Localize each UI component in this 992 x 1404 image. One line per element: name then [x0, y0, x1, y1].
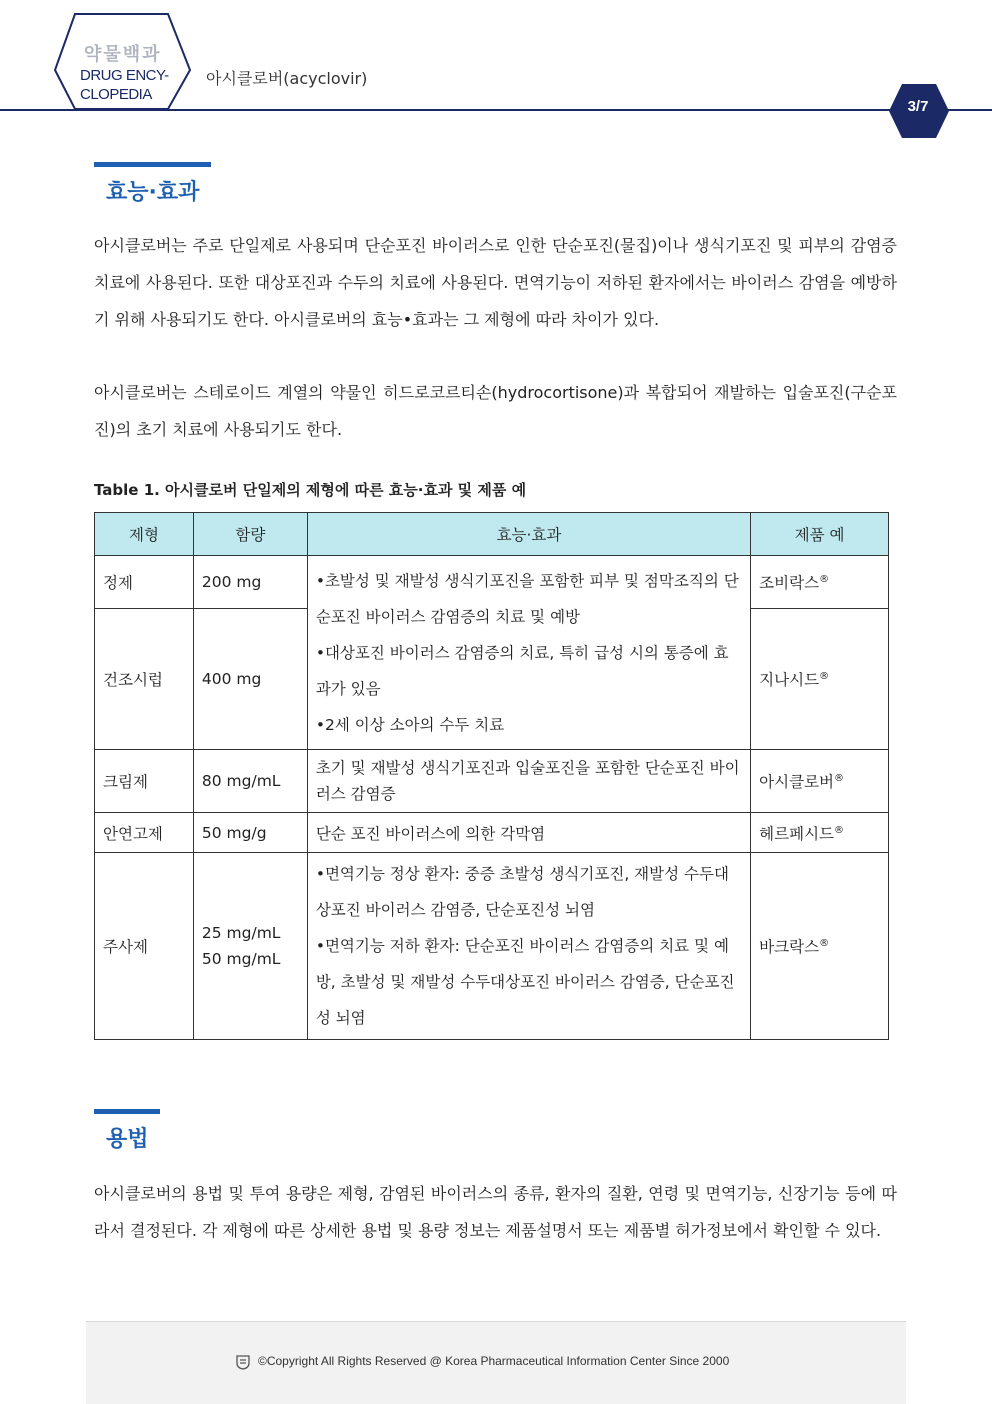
dose-line: 50 mg/mL — [201, 950, 281, 968]
cell-form: 안연고제 — [95, 813, 194, 853]
document-title: 아시클로버(acyclovir) — [206, 69, 368, 88]
effect-line: •면역기능 정상 환자: 중증 초발성 생식기포진, 재발성 수두대상포진 바이러스 감염증, 단순포진성 뇌염 — [315, 865, 729, 919]
institution-emblem-icon — [236, 1354, 250, 1370]
cell-product — [751, 609, 889, 750]
section1-accent-bar — [94, 162, 211, 167]
cell-product — [751, 813, 889, 853]
registered-mark: ® — [819, 937, 830, 949]
cell-shared-effect — [307, 556, 750, 750]
header-product: 제품 예 — [751, 513, 889, 556]
table-header-row — [95, 513, 889, 556]
cell-dose: 80 mg/mL — [193, 750, 307, 813]
cell-effect: 초기 및 재발성 생식기포진과 입술포진을 포함한 단순포진 바이러스 감염증 — [307, 750, 750, 813]
cell-dose: 50 mg/g — [193, 813, 307, 853]
registered-mark: ® — [819, 573, 830, 585]
product-name: 조비락스 — [759, 574, 820, 592]
section1-paragraph2: 아시클로버는 스테로이드 계열의 약물인 히드로코르티손(hydrocortisone)과 복합되어 재발하는 입술포진(구순포진)의 초기 치료에 사용되기도 한다. — [94, 383, 897, 439]
cell-dose — [193, 853, 307, 1040]
header-effect: 효능·효과 — [307, 513, 750, 556]
registered-mark: ® — [834, 772, 845, 784]
cell-form: 정제 — [95, 556, 194, 609]
dose-line: 25 mg/mL — [201, 924, 281, 942]
product-name: 아시클로버 — [759, 773, 835, 791]
registered-mark: ® — [819, 670, 830, 682]
header-dose: 함량 — [193, 513, 307, 556]
product-name: 지나시드 — [759, 671, 820, 689]
header-form: 제형 — [95, 513, 194, 556]
table-caption: Table 1. 아시클로버 단일제의 제형에 따른 효능·효과 및 제품 예 — [94, 481, 527, 499]
table-row — [95, 813, 889, 853]
effect-line: •대상포진 바이러스 감염증의 치료, 특히 급성 시의 통증에 효과가 있음 — [315, 643, 729, 698]
footer — [86, 1321, 906, 1404]
cell-injection-effect — [307, 853, 750, 1040]
copyright-text: ©Copyright All Rights Reserved @ Korea Pharmaceutical Information Center Since 2000 — [258, 1354, 730, 1369]
section2-title: 용법 — [106, 1127, 149, 1152]
logo-english-line1: DRUG ENCY- — [80, 67, 169, 84]
effect-line: •초발성 및 재발성 생식기포진을 포함한 피부 및 점막조직의 단순포진 바이러스 감염증의 치료 및 예방 — [315, 571, 739, 626]
section1-paragraph1: 아시클로버는 주로 단일제로 사용되며 단순포진 바이러스로 인한 단순포진(물집)이나 생식기포진 및 피부의 감염증 치료에 사용된다. 또한 대상포진과 수두의 치료에 사용된다. 면역기능이 저하된 환자에서는 바이러스 감염을 예방하기 위해 사용되기도 한다. 아시클로버의 효능•효과는 그 제형에 따라 차이가 있다. — [94, 236, 897, 329]
logo-english-line2: CLOPEDIA — [80, 86, 152, 103]
cell-product — [751, 853, 889, 1040]
table-row — [95, 556, 889, 609]
cell-product — [751, 556, 889, 609]
cell-form: 건조시럽 — [95, 609, 194, 750]
page-number: 3/7 — [907, 98, 929, 115]
section1-title: 효능·효과 — [106, 180, 200, 205]
footer-content — [236, 1354, 729, 1370]
cell-product — [751, 750, 889, 813]
product-name: 헤르페시드 — [759, 824, 835, 843]
table-row — [95, 750, 889, 813]
cell-dose: 200 mg — [193, 556, 307, 609]
section2-accent-bar — [94, 1109, 160, 1114]
effect-line: •면역기능 저하 환자: 단순포진 바이러스 감염증의 치료 및 예방, 초발성 및 재발성 수두대상포진 바이러스 감염증, 단순포진성 뇌염 — [315, 937, 735, 1027]
registered-mark: ® — [834, 824, 845, 836]
section2-paragraph1: 아시클로버의 용법 및 투여 용량은 제형, 감염된 바이러스의 종류, 환자의 질환, 연령 및 면역기능, 신장기능 등에 따라서 결정된다. 각 제형에 따른 상세한 용법 및 용량 정보는 제품설명서 또는 제품별 허가정보에서 확인할 수 있다. — [94, 1184, 897, 1240]
cell-form: 주사제 — [95, 853, 194, 1040]
cell-dose: 400 mg — [193, 609, 307, 750]
table-row — [95, 853, 889, 1040]
effect-line: •2세 이상 소아의 수두 치료 — [315, 715, 505, 734]
logo-korean: 약물백과 — [84, 44, 162, 65]
product-name: 바크락스 — [759, 938, 820, 956]
formulation-table — [94, 512, 889, 1040]
cell-form: 크림제 — [95, 750, 194, 813]
cell-effect: 단순 포진 바이러스에 의한 각막염 — [307, 813, 750, 853]
logo — [80, 40, 180, 104]
